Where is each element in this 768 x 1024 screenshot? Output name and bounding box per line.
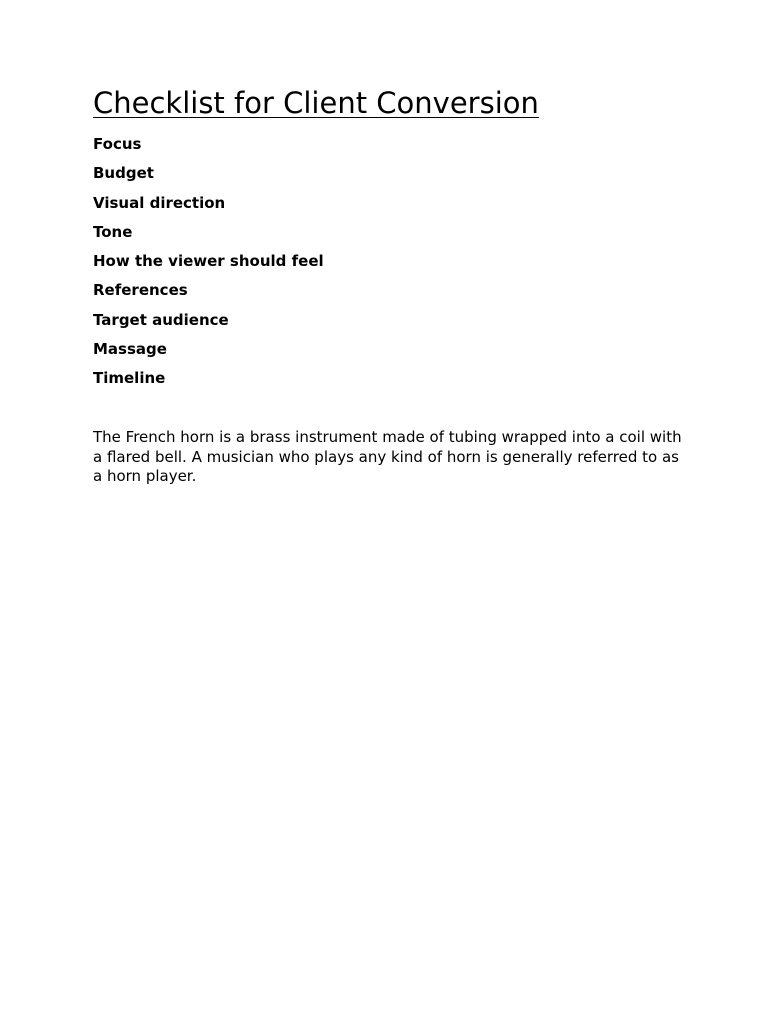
checklist-item-tone: Tone (93, 222, 133, 241)
checklist-item-massage: Massage (93, 340, 167, 359)
checklist-item-focus: Focus (93, 135, 142, 153)
checklist-item-timeline: Timeline (93, 369, 166, 388)
body-paragraph: The French horn is a brass instrument made of tubing wrapped into a coil with a flared bell. A musician who plays any kind of horn is generally referred to as a horn player. (93, 428, 682, 485)
checklist (93, 134, 324, 398)
document-title: Checklist for Client Conversion (93, 86, 539, 120)
checklist-item-references: References (93, 281, 188, 300)
checklist-item-viewer-feeling: How the viewer should feel (93, 252, 324, 271)
checklist-item-target-audience: Target audience (93, 310, 229, 329)
checklist-item-budget: Budget (93, 164, 154, 183)
checklist-item-visual-direction: Visual direction (93, 193, 226, 212)
